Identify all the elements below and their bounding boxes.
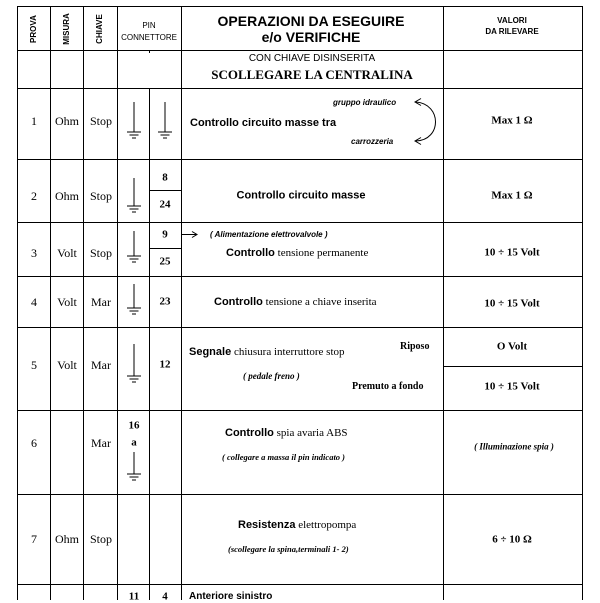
row6-pin-top: 16: [128, 419, 140, 432]
row6-pin-mid: a: [131, 436, 137, 449]
header-valori: VALORI: [497, 16, 527, 25]
row1-misura: Ohm: [55, 114, 79, 128]
row6-chiave: Mar: [91, 436, 111, 450]
row1-valore: Max 1 Ω: [491, 114, 533, 127]
row1-operation: Controllo circuito masse tra: [190, 117, 337, 129]
row5-note: ( pedale freno ): [243, 371, 300, 381]
row6-prova: 6: [31, 436, 37, 450]
row3-pin-a: 9: [162, 228, 168, 241]
ground-icon: [124, 452, 144, 488]
row3-valore: 10 ÷ 15 Volt: [484, 246, 540, 259]
row1-chiave: Stop: [89, 114, 113, 128]
row4-valore: 10 ÷ 15 Volt: [484, 297, 540, 310]
row3-operation-rest: tensione permanente: [274, 247, 369, 259]
row7-chiave: Stop: [89, 532, 113, 546]
row3-note: ( Alimentazione elettrovalvole ): [210, 230, 328, 239]
header-pin: PIN: [142, 21, 156, 30]
row2-chiave: Stop: [89, 189, 113, 203]
row4-pin-a: 23: [159, 295, 171, 308]
row7-operation-rest: elettropompa: [295, 519, 357, 531]
row5-operation-bold: Segnale: [189, 346, 232, 358]
intro-scollegare: SCOLLEGARE LA CENTRALINA: [211, 67, 413, 82]
row8-operation: Anteriore sinistro: [189, 591, 273, 602]
row4-operation-rest: tensione a chiave inserita: [262, 296, 377, 308]
row5-misura: Volt: [57, 358, 77, 372]
row6-operation-bold: Controllo: [225, 427, 274, 439]
ground-icon: [124, 102, 144, 142]
row7-misura: Ohm: [55, 532, 79, 546]
row1-note-carrozzeria: carrozzeria: [351, 137, 394, 146]
row4-chiave: Mar: [91, 295, 111, 309]
row3-operation-bold: Controllo: [226, 247, 275, 259]
row7-note: (scollegare la spina,terminali 1- 2): [228, 544, 349, 554]
row3-pin-b: 25: [159, 255, 171, 268]
intro-chiave-disinserita: CON CHIAVE DISINSERITA: [248, 53, 376, 64]
row5-premuto: Premuto a fondo: [352, 381, 424, 392]
header-operazioni: OPERAZIONI DA ESEGUIRE: [217, 13, 405, 29]
row2-operation: Controllo circuito masse: [236, 189, 366, 202]
row7-operation: [238, 520, 356, 531]
row4-operation: [214, 297, 377, 308]
row5-riposo: Riposo: [400, 341, 430, 352]
row5-pin-a: 12: [159, 358, 171, 371]
row2-misura: Ohm: [55, 189, 79, 203]
row8-pin-b: 4: [162, 590, 168, 603]
row3-operation: [226, 248, 368, 259]
row3-prova: 3: [31, 246, 37, 260]
row1-prova: 1: [31, 114, 37, 128]
row5-valore-riposo: O Volt: [496, 340, 528, 353]
ground-icon: [124, 284, 144, 324]
row4-operation-bold: Controllo: [214, 296, 263, 308]
row7-operation-bold: Resistenza: [238, 519, 296, 531]
ground-icon: [124, 344, 144, 388]
header-da-rilevare: DA RILEVARE: [485, 27, 539, 36]
row2-valore: Max 1 Ω: [491, 189, 533, 202]
row6-note: ( collegare a massa il pin indicato ): [222, 452, 346, 462]
row4-misura: Volt: [57, 295, 77, 309]
row5-operation: [189, 347, 345, 358]
header-connettore: CONNETTORE: [121, 33, 177, 42]
row3-chiave: Stop: [89, 246, 113, 260]
header-misura: MISURA: [62, 13, 71, 45]
row6-valore: ( Illuminazione spia ): [474, 441, 554, 452]
row4-prova: 4: [31, 295, 37, 309]
row5-chiave: Mar: [91, 358, 111, 372]
row3-misura: Volt: [57, 246, 77, 260]
row2-pin-b: 24: [159, 198, 171, 211]
row7-prova: 7: [31, 532, 37, 546]
row5-valore-premuto: 10 ÷ 15 Volt: [484, 380, 540, 393]
row5-prova: 5: [31, 358, 37, 372]
row2-pin-a: 8: [162, 171, 168, 184]
row1-note-gruppo: gruppo idraulico: [333, 98, 397, 107]
row2-prova: 2: [31, 189, 37, 203]
row5-operation-rest: chiusura interruttore stop: [231, 346, 345, 358]
header-chiave: CHIAVE: [95, 14, 104, 44]
header-verifiche: e/o VERIFICHE: [261, 29, 361, 45]
ground-icon: [124, 231, 144, 271]
row8-pin-a: 11: [128, 590, 140, 603]
ground-icon: [124, 178, 144, 218]
ground-icon: [155, 102, 175, 142]
row7-valore: 6 ÷ 10 Ω: [492, 533, 532, 546]
row6-operation-rest: spia avaria ABS: [273, 427, 348, 439]
header-prova: PROVA: [29, 15, 38, 43]
row6-operation: [225, 428, 348, 439]
